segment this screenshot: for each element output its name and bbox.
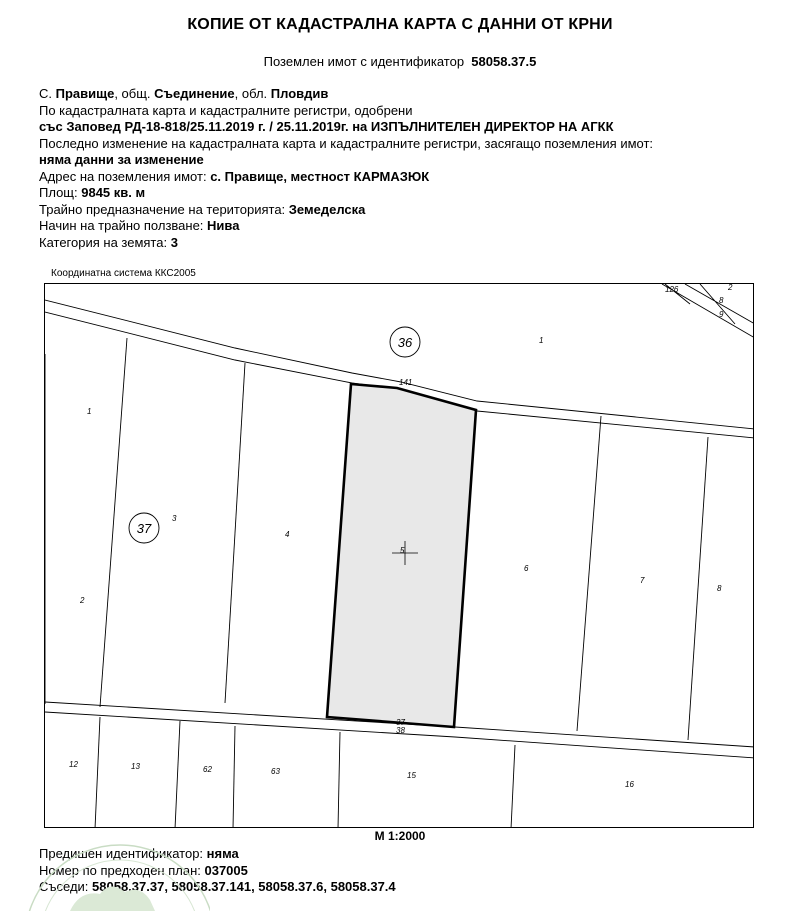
prev-id-label: Предишен идентификатор: bbox=[39, 846, 207, 861]
parcel-boundary-63-15 bbox=[338, 732, 340, 828]
order-line bbox=[39, 119, 653, 136]
identifier-label: Поземлен имот с идентификатор bbox=[263, 54, 465, 69]
parcel-boundary-62-63 bbox=[233, 726, 235, 828]
map-scale: М 1:2000 bbox=[374, 829, 426, 843]
parcel-boundary-6-7 bbox=[577, 416, 601, 731]
prev-id: няма bbox=[206, 846, 239, 861]
address: с. Правище, местност КАРМАЗЮК bbox=[210, 168, 430, 184]
address-label: Адрес на поземления имот: bbox=[39, 168, 211, 184]
document-title: КОПИЕ ОТ КАДАСТРАЛНА КАРТА С ДАННИ ОТ КРНИ bbox=[187, 16, 613, 33]
parcel-label-126: 126 bbox=[665, 285, 679, 294]
order-prefix: със bbox=[39, 119, 67, 134]
parcel-label-1-top: 1 bbox=[539, 336, 544, 345]
seal-emblem-icon bbox=[70, 886, 155, 911]
parcel-label-15: 15 bbox=[407, 771, 416, 780]
category-label: Категория на земята: bbox=[39, 234, 171, 250]
prev-plan-label: Номер по предходен план: bbox=[39, 862, 205, 878]
parcel-label-2-top: 2 bbox=[728, 284, 733, 292]
property-info bbox=[39, 86, 653, 251]
parcel-label-37: 37 bbox=[396, 718, 405, 727]
parcel-boundary-7-8 bbox=[688, 437, 708, 740]
parcel-label-8-top: 8 bbox=[719, 296, 724, 305]
parcel-label-4: 4 bbox=[285, 530, 290, 539]
area: 9845 кв. м bbox=[81, 185, 146, 200]
purpose-line bbox=[39, 202, 653, 219]
region-prefix: , обл. bbox=[234, 86, 271, 101]
parcel-label-9-top: 9 bbox=[719, 310, 724, 319]
village-prefix: С. bbox=[39, 86, 56, 101]
parcel-label-5: 5 bbox=[400, 546, 405, 555]
parcel-label-7: 7 bbox=[640, 576, 645, 585]
usage-label: Начин на трайно ползване: bbox=[39, 218, 208, 233]
area-line bbox=[39, 185, 653, 202]
parcel-boundary-15-16 bbox=[511, 745, 515, 828]
last-change-line: Последно изменение на кадастралната карта и кадастралните регистри, засягащо поземления имот: bbox=[39, 135, 654, 151]
parcel-boundary-2-3 bbox=[100, 338, 127, 707]
area-label: Площ: bbox=[39, 185, 82, 200]
parcel-label-13: 13 bbox=[131, 762, 140, 771]
approved-line: По кадастралната карта и кадастралните регистри, одобрени bbox=[39, 102, 413, 118]
cadastral-map-drawing bbox=[45, 284, 754, 828]
region: Пловдив bbox=[270, 86, 329, 101]
location-line bbox=[39, 86, 653, 103]
cadastral-map bbox=[44, 283, 754, 828]
last-change-value-line bbox=[39, 152, 653, 169]
coordinate-system-label: Координатна система ККС2005 bbox=[51, 268, 196, 279]
parcel-label-62: 62 bbox=[203, 765, 212, 774]
municipality-prefix: , общ. bbox=[114, 86, 155, 101]
purpose: Земеделска bbox=[288, 201, 366, 217]
parcel-label-12: 12 bbox=[69, 760, 78, 769]
parcel-label-2: 2 bbox=[80, 596, 85, 605]
highlighted-parcel-5 bbox=[327, 384, 476, 727]
prev-plan: 037005 bbox=[204, 862, 248, 878]
neighbors: 58058.37.37, 58058.37.141, 58058.37.6, 58058.37.4 bbox=[92, 879, 396, 894]
parcel-label-6: 6 bbox=[524, 564, 529, 573]
usage-line bbox=[39, 218, 653, 235]
municipality: Съединение bbox=[154, 86, 235, 101]
parcel-label-1-left: 1 bbox=[87, 407, 92, 416]
identifier-value: 58058.37.5 bbox=[471, 54, 537, 69]
parcel-boundary-12-13 bbox=[95, 717, 100, 828]
category-line bbox=[39, 235, 653, 252]
village: Правище bbox=[55, 86, 115, 101]
neighbors-label: Съседи: bbox=[39, 879, 93, 894]
parcel-label-8: 8 bbox=[717, 584, 722, 593]
agency-seal-watermark bbox=[10, 820, 210, 911]
usage: Нива bbox=[207, 218, 240, 233]
parcel-label-141: 141 bbox=[399, 378, 413, 387]
order: Заповед РД-18-818/25.11.2019 г. / 25.11.2019г. на ИЗПЪЛНИТЕЛЕН ДИРЕКТОР НА АГКК bbox=[66, 119, 614, 134]
parcel-label-16: 16 bbox=[625, 780, 634, 789]
parcel-boundary-3-4 bbox=[225, 363, 245, 703]
parcel-label-63: 63 bbox=[271, 767, 280, 776]
parcel-label-3: 3 bbox=[172, 514, 177, 523]
property-identifier-line bbox=[0, 54, 800, 69]
purpose-label: Трайно предназначение на територията: bbox=[39, 201, 289, 217]
parcel-label-38: 38 bbox=[396, 726, 405, 735]
address-line bbox=[39, 169, 653, 186]
parcel-boundary-13-62 bbox=[175, 721, 180, 828]
last-change: няма данни за изменение bbox=[39, 152, 204, 167]
block-37-label: 37 bbox=[136, 521, 152, 536]
block-36-label: 36 bbox=[397, 335, 413, 350]
category: 3 bbox=[170, 234, 178, 250]
